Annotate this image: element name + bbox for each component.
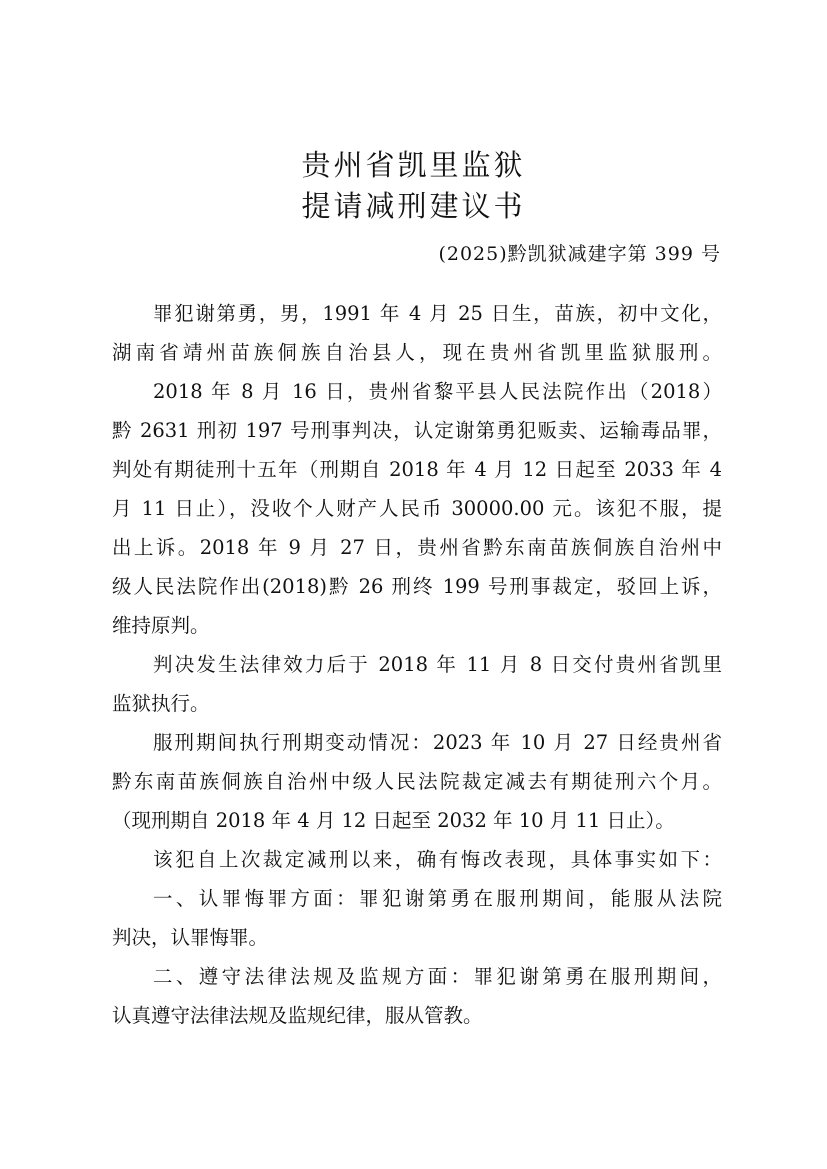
body-line: 黔东南苗族侗族自治州中级人民法院裁定减去有期徒刑六个月。 [112, 770, 722, 793]
body-line: 级人民法院作出(2018)黔 26 刑终 199 号刑事裁定，驳回上诉， [112, 575, 722, 598]
body-line: 服刑期间执行刑期变动情况：2023 年 10 月 27 日经贵州省 [153, 731, 722, 754]
body-line: 罪犯谢第勇，男，1991 年 4 月 25 日生，苗族，初中文化， [153, 302, 722, 325]
body-line: 二、遵守法律法规及监规方面：罪犯谢第勇在服刑期间， [153, 965, 722, 988]
body-line: 2018 年 8 月 16 日，贵州省黎平县人民法院作出（2018） [153, 380, 722, 403]
body-line: 判决发生法律效力后于 2018 年 11 月 8 日交付贵州省凯里 [153, 653, 722, 676]
body-line: 维持原判。 [112, 614, 210, 637]
body-line: 判处有期徒刑十五年（刑期自 2018 年 4 月 12 日起至 2033 年 4 [112, 458, 722, 481]
document-title-line2: 提请减刑建议书 [301, 189, 526, 223]
body-line: 月 11 日止），没收个人财产人民币 30000.00 元。该犯不服，提 [112, 497, 722, 520]
body-line: 监狱执行。 [112, 692, 210, 715]
body-line: 一、认罪悔罪方面：罪犯谢第勇在服刑期间，能服从法院 [153, 887, 722, 910]
body-line: （现刑期自 2018 年 4 月 12 日起至 2032 年 10 月 11 日止）。 [112, 809, 675, 832]
body-line: 出上诉。2018 年 9 月 27 日，贵州省黔东南苗族侗族自治州中 [112, 536, 722, 559]
document-number: (2025)黔凯狱减建字第 399 号 [438, 243, 721, 265]
document-title-line1: 贵州省凯里监狱 [301, 148, 526, 182]
body-line: 该犯自上次裁定减刑以来，确有悔改表现，具体事实如下： [153, 848, 722, 871]
body-line: 湖南省靖州苗族侗族自治县人，现在贵州省凯里监狱服刑。 [112, 341, 722, 364]
body-line: 判决，认罪悔罪。 [112, 926, 269, 949]
body-line: 黔 2631 刑初 197 号刑事判决，认定谢第勇犯贩卖、运输毒品罪， [112, 419, 722, 442]
body-line: 认真遵守法律法规及监规纪律，服从管教。 [112, 1004, 483, 1027]
